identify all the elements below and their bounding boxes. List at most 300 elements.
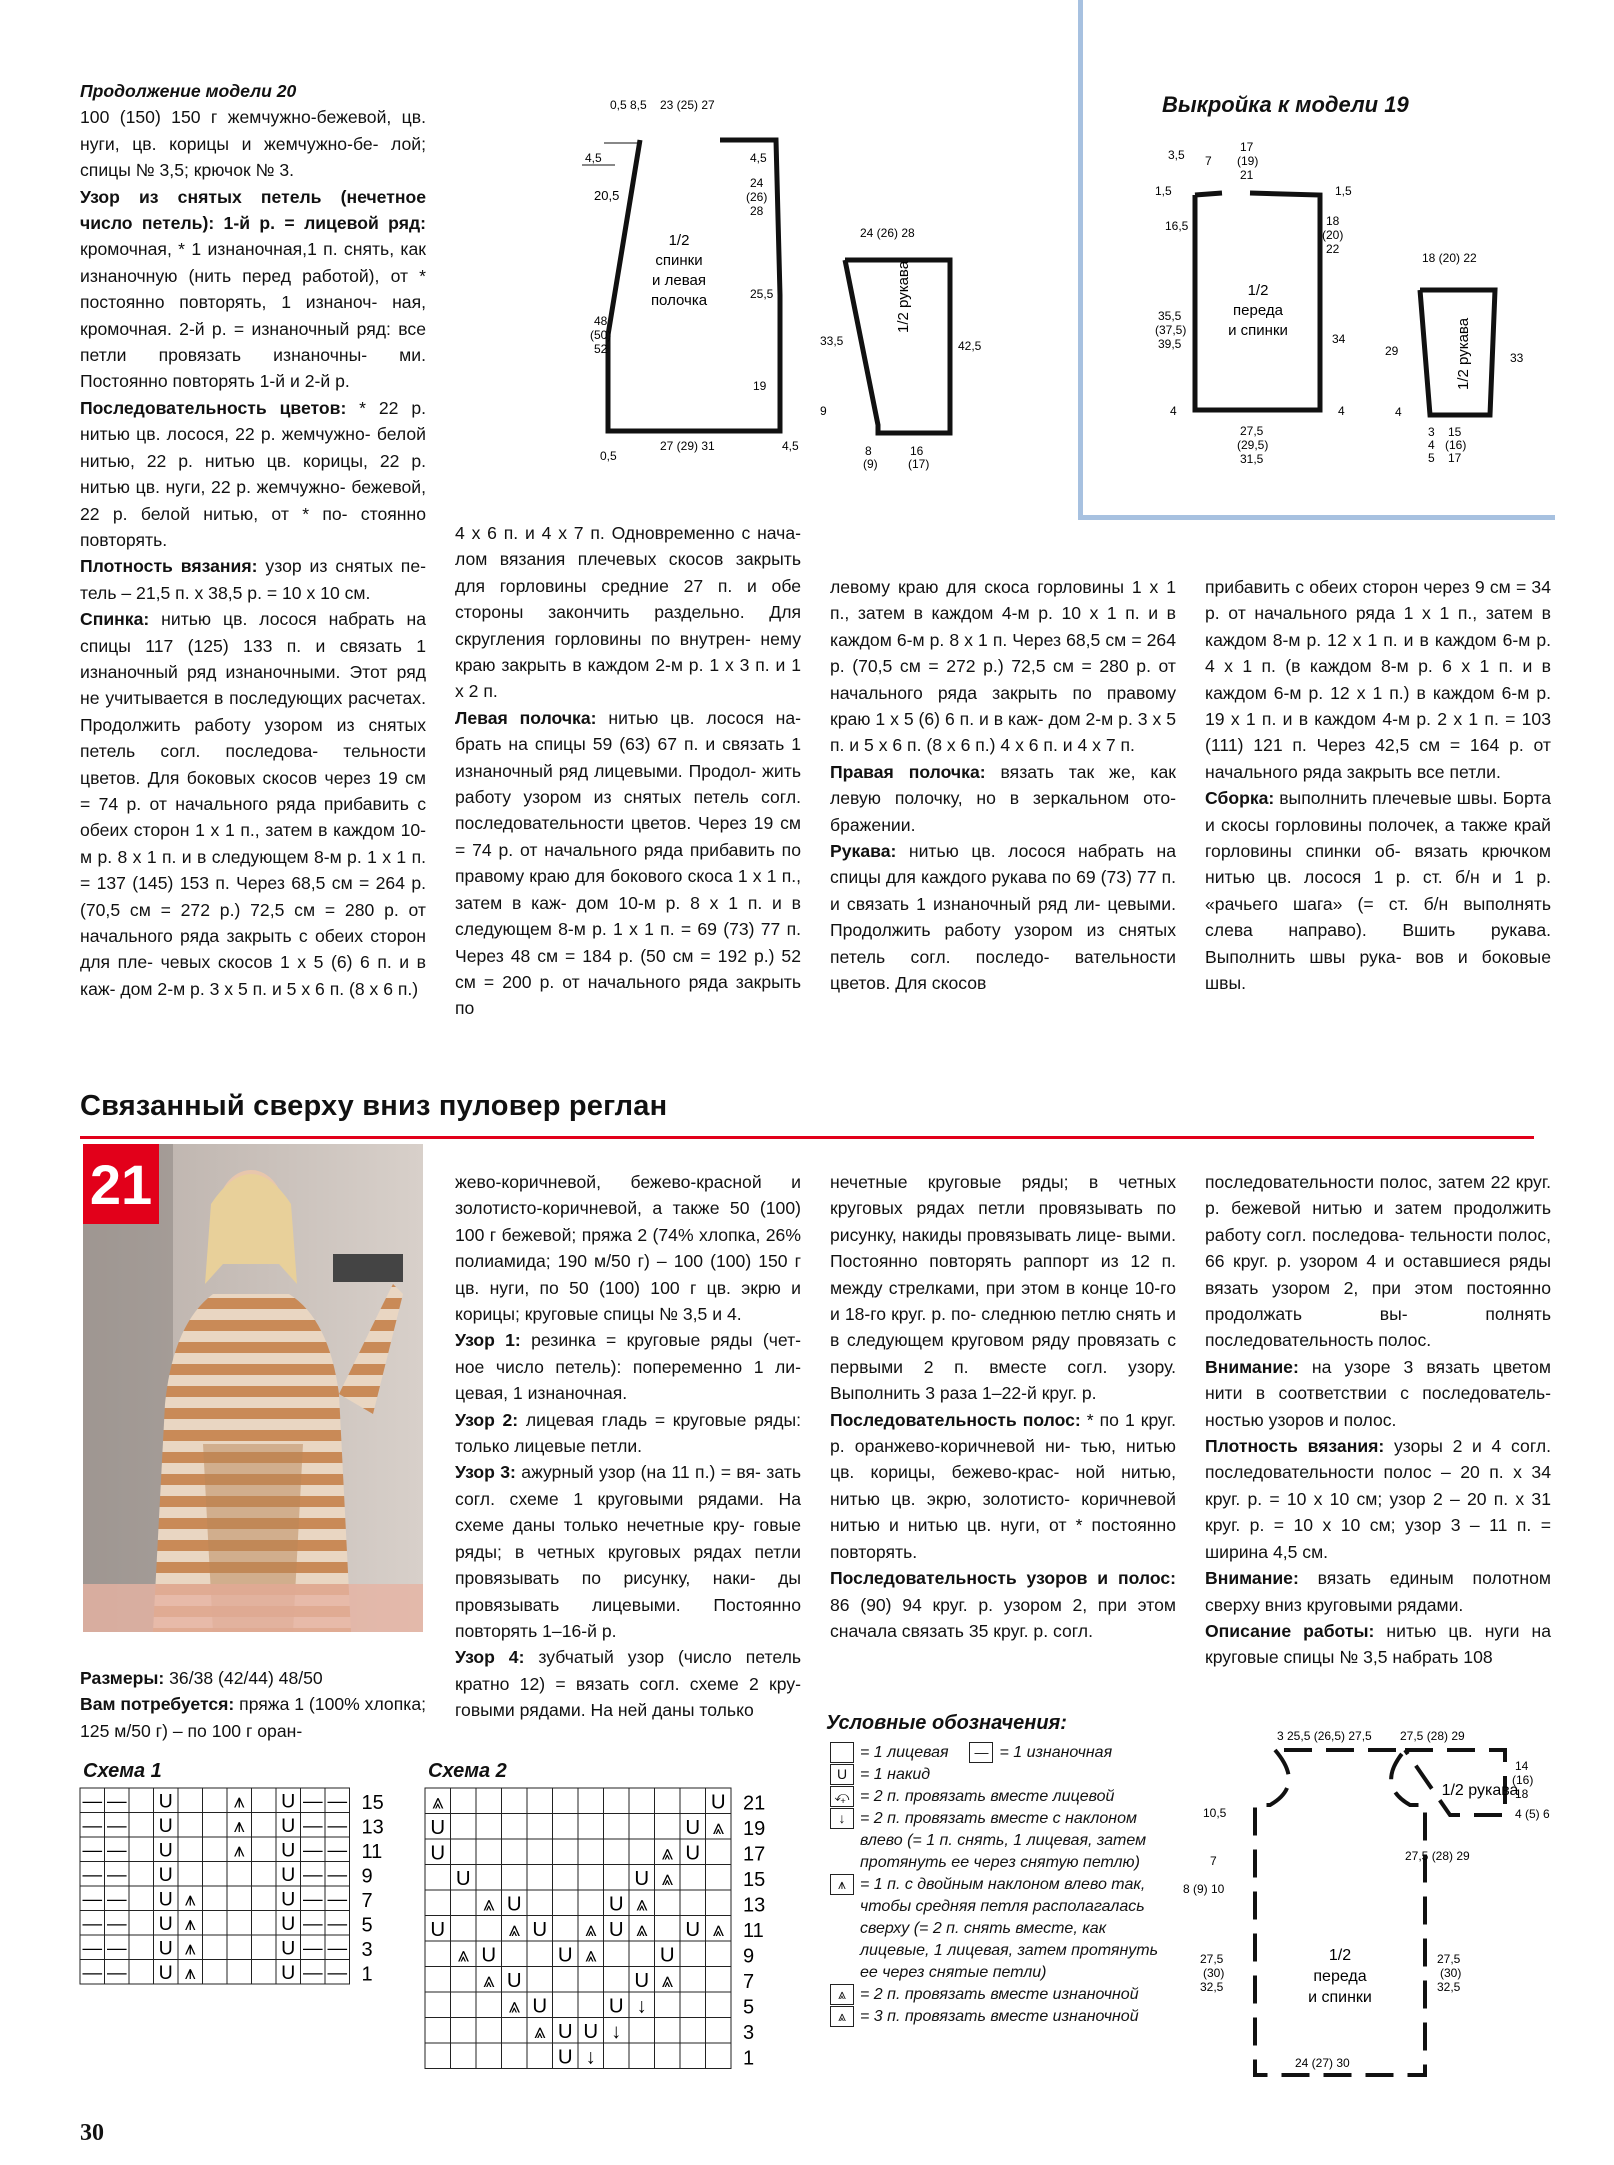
stitch-symbol-icon: U bbox=[583, 2020, 599, 2043]
grid-cell bbox=[680, 1788, 706, 1814]
grid-cell bbox=[425, 1992, 451, 2018]
label: Левая полочка: bbox=[455, 707, 597, 728]
stitch-symbol-icon: — bbox=[327, 1815, 348, 1838]
grid-cell bbox=[655, 1992, 681, 2018]
stitch-symbol-icon: U bbox=[506, 1893, 522, 1916]
stitch-symbol-icon: — bbox=[302, 1815, 323, 1838]
row-number: 7 bbox=[743, 1971, 755, 1994]
stitch-symbol-icon: U bbox=[557, 2020, 573, 2043]
stitch-symbol-icon: U bbox=[281, 1937, 296, 1960]
stitch-symbol-icon: — bbox=[302, 1888, 323, 1911]
svg-text:14: 14 bbox=[1515, 1759, 1529, 1773]
schematic-back-front bbox=[560, 95, 799, 475]
grid-cell bbox=[706, 1890, 732, 1916]
legend-text: = 1 накид bbox=[860, 1766, 931, 1783]
legend-text: = 1 п. с двойным наклоном влево так, чтобы средняя петля располагалась сверху (= 2 п. снять вместе, как лицевые, 1 лицевая, затем протянуть ее через снятые петли) bbox=[860, 1876, 1158, 1981]
stitch-symbol-icon: U bbox=[158, 1962, 173, 1985]
grid-cell bbox=[451, 2018, 477, 2044]
svg-text:(16): (16) bbox=[1512, 1773, 1534, 1787]
svg-text:21: 21 bbox=[1240, 168, 1254, 182]
legend-item bbox=[830, 1764, 1175, 1786]
text-col-21-4 bbox=[1205, 1169, 1551, 1671]
grid-cell bbox=[425, 1967, 451, 1993]
grid-cell bbox=[604, 1814, 630, 1840]
row-number: 11 bbox=[743, 1920, 764, 1943]
svg-text:4 (5) 6: 4 (5) 6 bbox=[1515, 1807, 1550, 1821]
svg-text:(29,5): (29,5) bbox=[1237, 438, 1269, 452]
svg-text:(26): (26) bbox=[746, 190, 768, 204]
stitch-symbol-icon: ⩓ bbox=[661, 1867, 674, 1890]
svg-text:22: 22 bbox=[1326, 242, 1340, 256]
body: нитью цв. нуги на круговые спицы № 3,5 набрать 108 bbox=[1205, 1620, 1551, 1668]
grid-cell bbox=[451, 1992, 477, 2018]
grid-cell bbox=[553, 1839, 579, 1865]
paragraph bbox=[80, 553, 426, 606]
legend-list bbox=[830, 1742, 1175, 2028]
grid-cell bbox=[227, 1935, 252, 1960]
row-number: 13 bbox=[743, 1894, 766, 1917]
grid-cell bbox=[578, 1839, 604, 1865]
svg-text:(37,5): (37,5) bbox=[1155, 323, 1187, 337]
stitch-symbol-icon: ⩚ bbox=[184, 1937, 196, 1960]
label: Последовательность полос: bbox=[830, 1409, 1081, 1430]
stitch-symbol-icon: ⩓ bbox=[661, 1969, 674, 1992]
grid-cell bbox=[203, 1862, 228, 1887]
grid-cell bbox=[252, 1935, 277, 1960]
label: Узор из снятых петель (нечетное число петель): 1-й р. = лицевой ряд: bbox=[80, 186, 426, 234]
svg-text:4: 4 bbox=[1338, 404, 1345, 418]
label: Правая полочка: bbox=[830, 761, 986, 782]
svg-text:4,5: 4,5 bbox=[782, 439, 799, 453]
row-number: 19 bbox=[743, 1818, 766, 1841]
grid-cell bbox=[227, 1862, 252, 1887]
stitch-symbol-icon: U bbox=[455, 1867, 471, 1890]
body: 36/38 (42/44) 48/50 bbox=[164, 1668, 323, 1688]
text-col-21-3 bbox=[830, 1169, 1176, 1644]
svg-text:16,5: 16,5 bbox=[1165, 219, 1189, 233]
label: Размеры: bbox=[80, 1668, 165, 1688]
stitch-symbol-icon: U bbox=[608, 1995, 624, 2018]
paragraph bbox=[455, 705, 801, 1022]
grid-cell bbox=[502, 1865, 528, 1891]
stitch-symbol-icon: U bbox=[281, 1815, 296, 1838]
legend-item bbox=[830, 2006, 1175, 2028]
stitch-symbol-icon: — bbox=[106, 1864, 127, 1887]
body: нитью цв. лосося набрать на спицы 117 (125) 133 п. и связать 1 изнаночный ряд изнаночными. Этот ряд не учитывается в последующих расчетах. Продолжить работу узором из снятых петель согл. последова- тельности цветов. Для боковых скосов через 19 см = 74 р. от начального ряда прибавить с обеих сторон 1 х 1 п., затем в каждом 10-м р. 8 х 1 п. и в следующем 8-м р. 1 х 1 п. = 137 (145) 153 п. Через 68,5 см = 264 р. (70,5 см = 272 р.) 72,5 см = 280 р. от начального ряда закрыть с обеих сторон для пле- чевых скосов 1 х 5 (6) 6 п. и в каж- дом 2-м р. 3 х 5 п. и 5 х 6 п. (8 х 6 п.) bbox=[80, 609, 426, 999]
svg-text:52: 52 bbox=[594, 342, 608, 356]
svg-text:и спинки: и спинки bbox=[1308, 1989, 1372, 2006]
label: Узор 1: bbox=[455, 1330, 521, 1351]
stitch-symbol-icon: U bbox=[281, 1864, 296, 1887]
grid-cell bbox=[655, 1814, 681, 1840]
grid-cell bbox=[178, 1837, 203, 1862]
body: резинка = круговые ряды (чет- ное число петель): попеременно 1 ли- цевая, 1 изнаночная. bbox=[455, 1330, 801, 1404]
row-number: 9 bbox=[361, 1865, 373, 1888]
grid-cell bbox=[129, 1911, 154, 1936]
grid-cell bbox=[203, 1837, 228, 1862]
grid-cell bbox=[527, 1890, 553, 1916]
grid-cell bbox=[425, 1865, 451, 1891]
svg-text:32,5: 32,5 bbox=[1437, 1980, 1461, 1994]
svg-text:42,5: 42,5 bbox=[958, 339, 982, 353]
stitch-symbol-icon: — bbox=[327, 1864, 348, 1887]
stitch-symbol-icon: — bbox=[82, 1888, 103, 1911]
grid-cell bbox=[502, 1941, 528, 1967]
grid-cell bbox=[706, 1941, 732, 1967]
svg-text:7: 7 bbox=[1205, 154, 1212, 168]
svg-text:27,5: 27,5 bbox=[1437, 1952, 1461, 1966]
body: лицевая гладь = круговые ряды: только лицевые петли. bbox=[455, 1409, 801, 1457]
paragraph bbox=[80, 395, 426, 553]
body: нитью цв. лосося набрать на спицы для каждого рукава по 69 (73) 77 п. и связать 1 изнаночный ряд ли- цевыми. Продолжить работу узором из снятых петель согл. последо- вательности цветов. Для скосов bbox=[830, 841, 1176, 994]
svg-text:10,5: 10,5 bbox=[1203, 1806, 1227, 1820]
grid-cell bbox=[203, 1911, 228, 1936]
paragraph: левому краю для скоса горловины 1 х 1 п., затем в каждом 4-м р. 10 х 1 п. и в каждом 6-м р. 8 х 1 п. Через 68,5 см = 264 р. (70,5 см = 272 р.) 72,5 см = 280 р. от начального ряда закрыть по правому краю 1 х 5 (6) 6 п. и в каж- дом 2-м р. 3 х 5 п. и 5 х 6 п. (8 х 6 п.) 4 х 6 п. и 4 х 7 п. bbox=[830, 577, 1176, 756]
svg-text:5: 5 bbox=[1428, 451, 1435, 465]
grid-cell bbox=[655, 1788, 681, 1814]
grid-cell bbox=[203, 1886, 228, 1911]
label: Внимание: bbox=[1205, 1568, 1299, 1589]
paragraph bbox=[830, 1565, 1176, 1644]
legend-text: = 1 изнаночная bbox=[999, 1744, 1113, 1761]
grid-cell bbox=[604, 1839, 630, 1865]
row-number: 1 bbox=[361, 1963, 373, 1986]
grid-cell bbox=[425, 1941, 451, 1967]
svg-text:4: 4 bbox=[1170, 404, 1177, 418]
grid-cell bbox=[451, 2043, 477, 2069]
grid-cell bbox=[425, 2043, 451, 2069]
svg-text:16: 16 bbox=[910, 444, 924, 458]
svg-text:39,5: 39,5 bbox=[1158, 337, 1182, 351]
double-decrease-symbol-icon: ⩚ bbox=[830, 1874, 854, 1895]
legend-item bbox=[830, 1808, 1175, 1874]
svg-text:28: 28 bbox=[750, 204, 764, 218]
grid-cell bbox=[629, 2043, 655, 2069]
row-number: 7 bbox=[361, 1889, 373, 1912]
stitch-symbol-icon: — bbox=[106, 1815, 127, 1838]
svg-text:35,5: 35,5 bbox=[1158, 309, 1182, 323]
grid-cell bbox=[655, 2043, 681, 2069]
label: Узор 2: bbox=[455, 1409, 519, 1430]
paragraph: 4 х 6 п. и 4 х 7 п. Одновременно с нача- лом вязания плечевых скосов закрыть для горловины средние 27 п. и обе стороны закончить раздельно. Для скругления горловины по внутрен- нему краю закрыть в каждом 2-м р. 1 х 3 п. и 1 х 2 п. bbox=[455, 523, 801, 702]
grid-cell bbox=[604, 2043, 630, 2069]
stitch-symbol-icon: U bbox=[685, 1816, 701, 1839]
legend-text: = 1 лицевая bbox=[860, 1744, 949, 1761]
stitch-symbol-icon: ↓ bbox=[585, 2046, 596, 2069]
svg-text:18: 18 bbox=[1326, 214, 1340, 228]
stitch-symbol-icon: U bbox=[481, 1944, 497, 1967]
grid-cell bbox=[252, 1960, 277, 1985]
svg-text:(16): (16) bbox=[1445, 438, 1467, 452]
svg-text:(30): (30) bbox=[1203, 1966, 1225, 1980]
svg-text:24: 24 bbox=[750, 176, 764, 190]
body: вязать единым полотном сверху вниз круговыми рядами. bbox=[1205, 1568, 1551, 1615]
stitch-symbol-icon: ↓ bbox=[611, 2020, 622, 2043]
grid-cell bbox=[578, 1890, 604, 1916]
svg-text:1/2: 1/2 bbox=[668, 232, 690, 249]
svg-text:(20): (20) bbox=[1322, 228, 1344, 242]
svg-text:24 (27) 30: 24 (27) 30 bbox=[1295, 2056, 1350, 2070]
grid-cell bbox=[578, 1865, 604, 1891]
row-number: 11 bbox=[361, 1840, 383, 1863]
grid-cell bbox=[680, 1865, 706, 1891]
row-number: 5 bbox=[361, 1914, 373, 1937]
grid-cell bbox=[680, 1890, 706, 1916]
grid-cell bbox=[502, 2018, 528, 2044]
svg-text:20,5: 20,5 bbox=[594, 188, 620, 203]
grid-cell bbox=[680, 2018, 706, 2044]
grid-cell bbox=[227, 1911, 252, 1936]
svg-text:и спинки: и спинки bbox=[1228, 322, 1288, 339]
grid-cell bbox=[604, 1865, 630, 1891]
stitch-symbol-icon: U bbox=[685, 1918, 701, 1941]
svg-text:переда: переда bbox=[1313, 1968, 1367, 1985]
stitch-symbol-icon: ⩓ bbox=[457, 1944, 470, 1967]
stitch-symbol-icon: — bbox=[302, 1790, 323, 1813]
body: узор из снятых пе- тель – 21,5 п. х 38,5 р. = 10 х 10 см. bbox=[80, 556, 426, 603]
grid-cell bbox=[706, 1865, 732, 1891]
svg-text:33: 33 bbox=[1510, 351, 1524, 365]
svg-text:23 (25) 27: 23 (25) 27 bbox=[660, 98, 715, 112]
grid-cell bbox=[553, 1916, 579, 1942]
svg-text:4: 4 bbox=[1395, 405, 1402, 419]
stitch-symbol-icon: ⩓ bbox=[508, 1918, 521, 1941]
row-number: 17 bbox=[743, 1843, 766, 1866]
label: Плотность вязания: bbox=[80, 556, 258, 577]
stitch-symbol-icon: — bbox=[82, 1815, 103, 1838]
svg-text:7: 7 bbox=[1210, 1854, 1217, 1868]
text-col-3 bbox=[830, 574, 1176, 997]
svg-text:0,5: 0,5 bbox=[600, 449, 617, 463]
stitch-symbol-icon: U bbox=[158, 1864, 173, 1887]
svg-text:32,5: 32,5 bbox=[1200, 1980, 1224, 1994]
grid-cell bbox=[527, 1839, 553, 1865]
paragraph bbox=[1205, 1618, 1551, 1671]
grid-cell bbox=[203, 1813, 228, 1838]
grid-cell bbox=[252, 1813, 277, 1838]
grid-cell bbox=[629, 1814, 655, 1840]
svg-text:полочка: полочка bbox=[650, 292, 708, 309]
row-number: 5 bbox=[743, 1996, 755, 2019]
stitch-symbol-icon: — bbox=[302, 1937, 323, 1960]
svg-text:24 (26) 28: 24 (26) 28 bbox=[860, 226, 915, 240]
stitch-symbol-icon: ⩓ bbox=[584, 1944, 597, 1967]
stitch-symbol-icon: — bbox=[106, 1839, 127, 1862]
grid-cell bbox=[527, 1865, 553, 1891]
grid-cell bbox=[129, 1935, 154, 1960]
schematic-sleeve bbox=[800, 215, 980, 475]
purl-symbol-icon: — bbox=[969, 1742, 993, 1763]
svg-text:27 (29) 31: 27 (29) 31 bbox=[660, 439, 715, 453]
body: узоры 2 и 4 согл. последовательности полос – 20 п. х 34 круг. р. = 10 х 10 см; узор 2 – 20 п. х 31 круг. р. = 10 х 10 см; узор 3 – 11 п. = ширина 4,5 см. bbox=[1205, 1436, 1552, 1562]
schematic-19-sleeve bbox=[1380, 240, 1540, 480]
grid-cell bbox=[451, 1967, 477, 1993]
stitch-symbol-icon: — bbox=[327, 1790, 348, 1813]
grid-cell bbox=[604, 1788, 630, 1814]
stitch-symbol-icon: — bbox=[82, 1864, 103, 1887]
stitch-symbol-icon: ⩚ bbox=[184, 1962, 196, 1985]
grid-cell bbox=[655, 1916, 681, 1942]
grid-cell bbox=[680, 2043, 706, 2069]
legend-text: = 3 п. провязать вместе изнаночной bbox=[860, 2008, 1139, 2025]
legend-text: = 2 п. провязать вместе изнаночной bbox=[860, 1986, 1139, 2003]
body: ажурный узор (на 11 п.) = вя- зать согл. схеме 1 круговыми рядами. На схеме даны только нечетные кру- говые ряды; в четных круговых рядах петли провязывать по рисунку, наки- ды провязывать лицевыми. Постоянно повторять 1–16-й р. bbox=[455, 1462, 801, 1641]
grid-cell bbox=[227, 1886, 252, 1911]
body: кромочная, * 1 изнаночная,1 п. снять, как изнаночную (нить перед работой), от * постоянно повторять, 1 изнаноч- ная, кромочная. 2-й р. = изнаночный ряд: все петли провязать изнаночны- ми. Постоянно повторять 1-й и 2-й р. bbox=[80, 239, 426, 392]
svg-text:27,5: 27,5 bbox=[1240, 424, 1264, 438]
svg-text:31,5: 31,5 bbox=[1240, 452, 1264, 466]
svg-text:8: 8 bbox=[865, 444, 872, 458]
grid-cell bbox=[451, 1788, 477, 1814]
svg-text:15: 15 bbox=[1448, 425, 1462, 439]
paragraph: нечетные круговые ряды; в четных круговых рядах петли провязывать по рисунку, накиды провязывать лице- выми. Постоянно повторять раппорт из 12 п. между стрелками, при этом в конце 10-го и 18-го круг. р. по- следнюю петлю снять и в следующем круговом ряду провязать с первыми 2 п. вместе согл. узору. Выполнить 3 раза 1–22-й круг. р. bbox=[830, 1172, 1176, 1404]
row-number: 3 bbox=[361, 1938, 373, 1961]
paragraph bbox=[80, 1691, 426, 1744]
text-col-4 bbox=[1205, 574, 1551, 997]
stitch-symbol-icon: — bbox=[82, 1962, 103, 1985]
stitch-symbol-icon: — bbox=[327, 1913, 348, 1936]
grid-cell bbox=[655, 2018, 681, 2044]
grid-cell bbox=[451, 1890, 477, 1916]
stitch-symbol-icon: U bbox=[281, 1913, 296, 1936]
grid-cell bbox=[252, 1788, 277, 1813]
grid-cell bbox=[178, 1813, 203, 1838]
grid-cell bbox=[629, 1941, 655, 1967]
stitch-symbol-icon: — bbox=[327, 1839, 348, 1862]
body: вязать так же, как левую полочку, но в зеркальном ото- бражении. bbox=[830, 761, 1176, 835]
stitch-symbol-icon: U bbox=[608, 1893, 624, 1916]
grid-cell bbox=[680, 1941, 706, 1967]
grid-cell bbox=[476, 1865, 502, 1891]
stitch-symbol-icon: ⩓ bbox=[712, 1918, 725, 1941]
stitch-symbol-icon: U bbox=[608, 1918, 624, 1941]
k2tog-symbol-icon: ⤽ bbox=[830, 1786, 854, 1807]
body: пряжа 1 (100% хлопка; 125 м/50 г) – по 100 г оран- bbox=[80, 1694, 426, 1741]
svg-text:17: 17 bbox=[1240, 140, 1254, 154]
stitch-symbol-icon: ⩚ bbox=[184, 1888, 196, 1911]
grid-cell bbox=[629, 2018, 655, 2044]
legend-item bbox=[830, 1786, 1175, 1808]
svg-text:переда: переда bbox=[1233, 302, 1283, 319]
stitch-symbol-icon: U bbox=[158, 1815, 173, 1838]
body: * по 1 круг. р. оранжево-коричневой ни- тью, нитью цв. корицы, бежево-крас- ной нитью, нитью цв. экрю, золотисто- коричневой нитью и нитью цв. нуги, от * постоянно повторять. bbox=[830, 1409, 1176, 1562]
legend-item bbox=[830, 1742, 1175, 1764]
stitch-symbol-icon: U bbox=[430, 1816, 446, 1839]
stitch-symbol-icon: ⩓ bbox=[482, 1893, 495, 1916]
stitch-symbol-icon: U bbox=[659, 1944, 675, 1967]
stitch-symbol-icon: U bbox=[685, 1842, 701, 1865]
grid-cell bbox=[129, 1886, 154, 1911]
stitch-symbol-icon: U bbox=[557, 2046, 573, 2069]
stitch-symbol-icon: — bbox=[106, 1913, 127, 1936]
svg-text:3 25,5 (26,5) 27,5: 3 25,5 (26,5) 27,5 bbox=[1277, 1729, 1372, 1743]
grid-cell bbox=[706, 1967, 732, 1993]
grid-cell bbox=[451, 1839, 477, 1865]
paragraph bbox=[455, 1459, 801, 1644]
pattern-19-title: Выкройка к модели 19 bbox=[1162, 92, 1409, 117]
grid-cell bbox=[629, 1839, 655, 1865]
stitch-symbol-icon: ⩓ bbox=[712, 1816, 725, 1839]
grid-cell bbox=[553, 1967, 579, 1993]
body: на узоре 3 вязать цветом нити в соответствии с последователь- ностью узоров и полос. bbox=[1205, 1356, 1551, 1430]
row-number: 3 bbox=[743, 2022, 755, 2045]
ssk-symbol-icon: ↓ bbox=[830, 1808, 854, 1829]
grid-cell bbox=[425, 2018, 451, 2044]
p3tog-symbol-icon: ⩓ bbox=[830, 2006, 854, 2027]
row-number: 15 bbox=[743, 1869, 766, 1892]
svg-text:4,5: 4,5 bbox=[585, 151, 602, 165]
label: Внимание: bbox=[1205, 1356, 1299, 1377]
svg-text:27,5 (28) 29: 27,5 (28) 29 bbox=[1405, 1849, 1470, 1863]
stitch-symbol-icon: — bbox=[82, 1839, 103, 1862]
svg-text:спинки: спинки bbox=[655, 252, 703, 269]
grid-cell bbox=[203, 1935, 228, 1960]
label: Узор 4: bbox=[455, 1647, 525, 1668]
grid-cell bbox=[451, 1916, 477, 1942]
grid-cell bbox=[178, 1862, 203, 1887]
body: 86 (90) 94 круг. р. узором 2, при этом сначала связать 35 круг. р. согл. bbox=[830, 1594, 1176, 1641]
grid-cell bbox=[706, 1992, 732, 2018]
stitch-symbol-icon: ↓ bbox=[636, 1995, 647, 2018]
text-col-21-1 bbox=[80, 1665, 426, 1744]
stitch-symbol-icon: U bbox=[506, 1969, 522, 1992]
paragraph bbox=[1205, 785, 1551, 996]
svg-text:(50): (50) bbox=[590, 328, 612, 342]
paragraph bbox=[455, 1327, 801, 1406]
stitch-symbol-icon: U bbox=[158, 1937, 173, 1960]
label: Узор 3: bbox=[455, 1462, 516, 1483]
paragraph bbox=[1205, 1565, 1551, 1618]
paragraph bbox=[1205, 1354, 1551, 1433]
body: зубчатый узор (число петель кратно 12) = вязать согл. схеме 2 кру- говыми рядами. На ней даны только bbox=[455, 1647, 801, 1721]
grid-cell bbox=[578, 1788, 604, 1814]
grid-cell bbox=[252, 1911, 277, 1936]
grid-cell bbox=[203, 1960, 228, 1985]
stitch-symbol-icon: U bbox=[532, 1918, 548, 1941]
grid-cell bbox=[476, 1788, 502, 1814]
svg-text:18: 18 bbox=[1515, 1787, 1529, 1801]
stitch-symbol-icon: U bbox=[158, 1839, 173, 1862]
grid-cell bbox=[425, 1890, 451, 1916]
label: Вам потребуется: bbox=[80, 1694, 235, 1715]
stitch-symbol-icon: — bbox=[106, 1790, 127, 1813]
page-number: 30 bbox=[80, 2120, 104, 2146]
grid-cell bbox=[527, 1788, 553, 1814]
grid-cell bbox=[502, 1814, 528, 1840]
grid-cell bbox=[680, 1967, 706, 1993]
p2tog-symbol-icon: ⩓ bbox=[830, 1984, 854, 2005]
stitch-symbol-icon: U bbox=[281, 1962, 296, 1985]
grid-cell bbox=[476, 1839, 502, 1865]
paragraph bbox=[830, 1407, 1176, 1565]
svg-text:29: 29 bbox=[1385, 344, 1399, 358]
grid-cell bbox=[451, 1814, 477, 1840]
stitch-symbol-icon: ⩓ bbox=[635, 1893, 648, 1916]
grid-cell bbox=[476, 1916, 502, 1942]
legend-text: = 2 п. провязать вместе лицевой bbox=[860, 1788, 1115, 1805]
stitch-symbol-icon: U bbox=[634, 1969, 650, 1992]
schematic-raglan bbox=[1175, 1725, 1575, 2095]
svg-text:3: 3 bbox=[1428, 425, 1435, 439]
svg-text:1/2: 1/2 bbox=[1328, 1947, 1352, 1964]
yarn-over-symbol-icon: U bbox=[830, 1764, 854, 1785]
svg-text:1,5: 1,5 bbox=[1335, 184, 1352, 198]
grid-cell bbox=[129, 1837, 154, 1862]
svg-text:4,5: 4,5 bbox=[750, 151, 767, 165]
red-divider bbox=[80, 1136, 1534, 1139]
grid-cell bbox=[553, 1992, 579, 2018]
grid-cell bbox=[476, 2043, 502, 2069]
